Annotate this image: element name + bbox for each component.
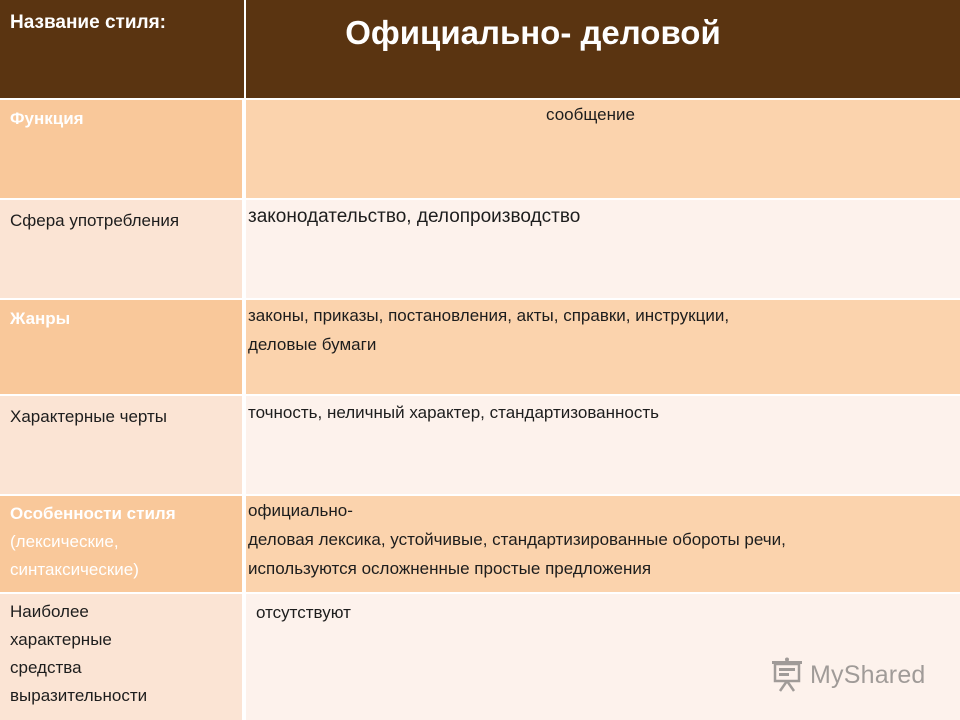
row-value: отсутствуют [256,603,351,622]
row-value-cell [246,300,960,394]
row-value-cell [246,100,960,198]
row-value [248,301,948,359]
row-label-cell [0,100,244,198]
row-label [10,598,234,710]
row-label [10,500,234,584]
row-value-line: законы, приказы, постановления, акты, справки, инструкции, [248,306,730,325]
row-value-line: деловая лексика, устойчивые, стандартизированные обороты речи, [248,530,786,549]
row-label-cell [0,594,244,720]
style-name-value: Официально- деловой [345,14,721,51]
row-label-line: выразительности [10,686,148,705]
table-row-features [0,396,960,494]
row-value-line: используются осложненные простые предложения [248,559,652,578]
table-row-sphere [0,200,960,298]
row-value-cell [246,396,960,494]
row-label: Сфера употребления [10,211,180,230]
row-label-cell [0,396,244,494]
row-label: Характерные черты [10,407,168,426]
row-value: законодательство, делопроизводство [248,206,581,227]
row-value-cell [246,496,960,592]
row-value [248,496,948,583]
row-label-cell [0,200,244,298]
row-value-line: деловые бумаги [248,335,377,354]
row-value: сообщение [546,105,635,124]
table-row-style-specifics [0,496,960,592]
row-value-line: официально- [248,501,353,520]
table-row-function [0,100,960,198]
watermark [770,656,926,694]
row-label-sub: синтаксические) [10,560,139,579]
table-row-genres [0,300,960,394]
style-name-label: Название стиля: [10,12,166,33]
row-value: точность, неличный характер, стандартизованность [248,403,659,422]
row-label-sub: (лексические, [10,532,119,551]
row-label-cell [0,300,244,394]
watermark-text: MyShared [810,660,926,689]
table-header-row [0,0,960,98]
row-label: Функция [10,109,84,128]
row-label-line: Наиболее [10,602,89,621]
row-label-cell [0,496,244,592]
row-label-line: средства [10,658,82,677]
row-label: Жанры [10,309,71,328]
row-value-cell [246,200,960,298]
row-label-main: Особенности стиля [10,504,176,523]
presentation-board-icon [770,657,804,693]
row-label-line: характерные [10,630,112,649]
